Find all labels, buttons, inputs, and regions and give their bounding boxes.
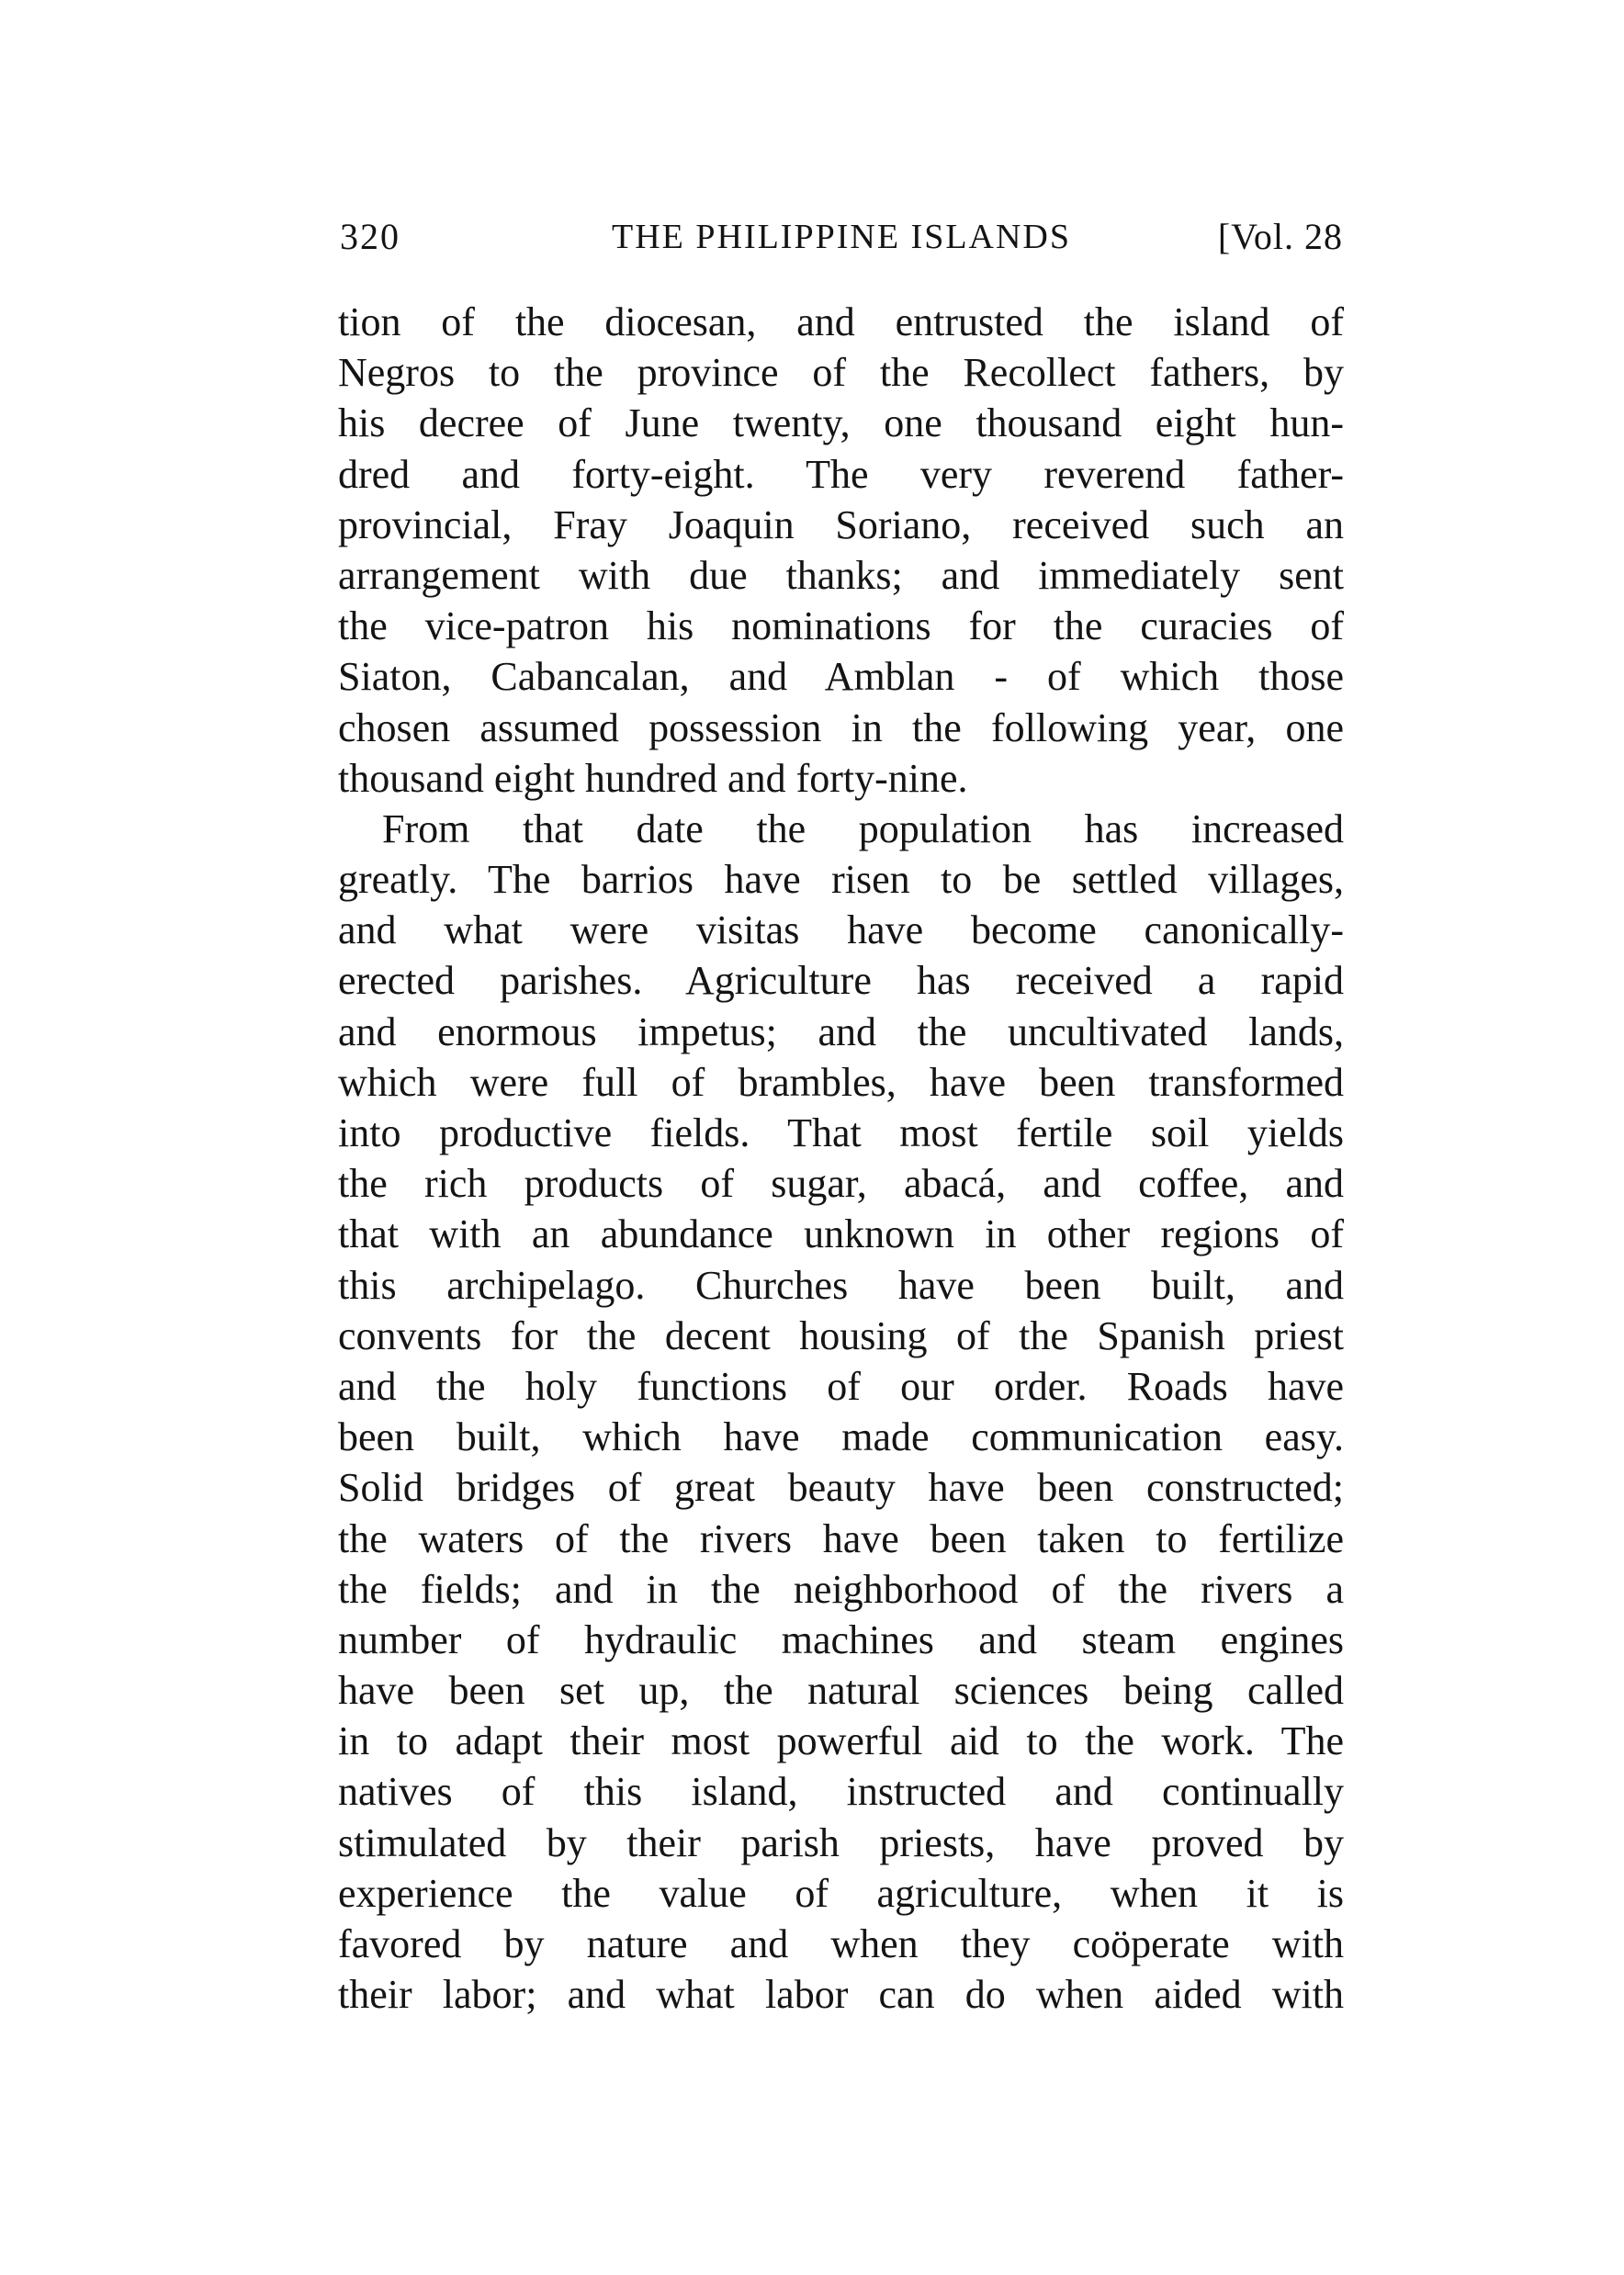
text-line: been built, which have made communication easy. xyxy=(338,1414,1344,1460)
text-line: which were full of brambles, have been transformed xyxy=(338,1059,1344,1105)
text-line: and enormous impetus; and the uncultivated lands, xyxy=(338,1008,1344,1054)
text-line: and what were visitas have become canonically- xyxy=(338,907,1344,953)
text-line: convents for the decent housing of the Spanish priest xyxy=(338,1312,1344,1358)
text-line: experience the value of agriculture, when it is xyxy=(338,1870,1344,1916)
running-title: THE PHILIPPINE ISLANDS xyxy=(612,218,1071,256)
paragraph-end-line: thousand eight hundred and forty-nine. xyxy=(338,755,968,801)
text-line: tion of the diocesan, and entrusted the island of xyxy=(338,299,1344,344)
text-line: erected parishes. Agriculture has received a rapid xyxy=(338,958,1344,1004)
text-line: the waters of the rivers have been taken to fertilize xyxy=(338,1515,1344,1561)
text-line: arrangement with due thanks; and immediately sent xyxy=(338,552,1344,598)
text-line: into productive fields. That most fertile soil yields xyxy=(338,1110,1344,1155)
text-line: favored by nature and when they coöperate with xyxy=(338,1921,1344,1966)
body-text xyxy=(338,297,1344,2020)
text-line: his decree of June twenty, one thousand eight hun- xyxy=(338,400,1344,446)
text-line: greatly. The barrios have risen to be settled villages, xyxy=(338,857,1344,903)
text-line: provincial, Fray Joaquin Soriano, received such an xyxy=(338,501,1344,547)
text-line: the rich products of sugar, abacá, and coffee, and xyxy=(338,1161,1344,1207)
running-head xyxy=(340,209,1343,265)
paragraph-start-line: From that date the population has increased xyxy=(382,805,1344,851)
text-line: Negros to the province of the Recollect fathers, by xyxy=(338,350,1344,396)
text-line: the fields; and in the neighborhood of the rivers a xyxy=(338,1566,1344,1612)
page-number: 320 xyxy=(340,216,400,257)
text-line: the vice-patron his nominations for the curacies of xyxy=(338,603,1344,649)
text-line: their labor; and what labor can do when aided with xyxy=(338,1972,1344,2018)
text-line: natives of this island, instructed and continually xyxy=(338,1769,1344,1815)
text-line: Siaton, Cabancalan, and Amblan - of which those xyxy=(338,654,1344,700)
text-line: Solid bridges of great beauty have been constructed; xyxy=(338,1465,1344,1511)
text-line: chosen assumed possession in the following year, one xyxy=(338,704,1344,750)
text-line: have been set up, the natural sciences being called xyxy=(338,1668,1344,1714)
text-line: and the holy functions of our order. Roads have xyxy=(338,1363,1344,1409)
text-line: stimulated by their parish priests, have proved by xyxy=(338,1819,1344,1865)
text-line: that with an abundance unknown in other regions of xyxy=(338,1211,1344,1257)
text-line: in to adapt their most powerful aid to the work. The xyxy=(338,1718,1344,1764)
text-line: dred and forty-eight. The very reverend father- xyxy=(338,451,1344,497)
text-line: this archipelago. Churches have been built, and xyxy=(338,1262,1344,1308)
text-line: number of hydraulic machines and steam engines xyxy=(338,1616,1344,1662)
volume-label: [Vol. 28 xyxy=(1217,216,1343,257)
